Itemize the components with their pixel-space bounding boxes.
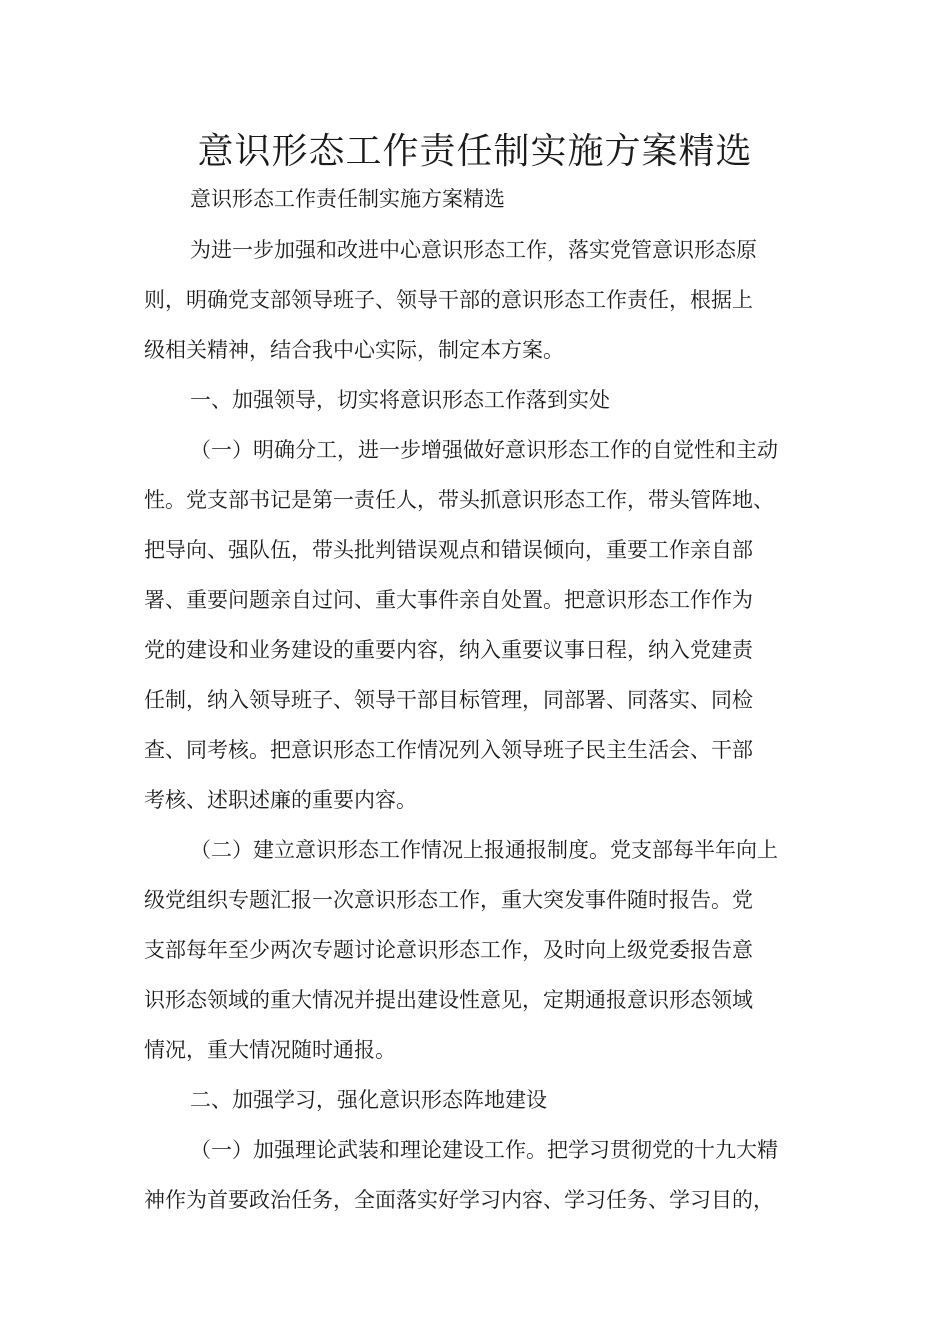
paragraph-line: 识形态领域的重大情况并提出建设性意见，定期通报意识形态领域 [144, 988, 753, 1012]
paragraph-line: 把导向、强队伍，带头批判错误观点和错误倾向，重要工作亲自部 [144, 538, 753, 562]
paragraph-line: （一）加强理论武装和理论建设工作。把学习贯彻党的十九大精 [190, 1138, 778, 1162]
paragraph-line: 则，明确党支部领导班子、领导干部的意识形态工作责任，根据上 [144, 288, 753, 312]
document-title: 意识形态工作责任制实施方案精选 [197, 131, 753, 172]
section-heading: 一、加强领导，切实将意识形态工作落到实处 [190, 388, 610, 412]
paragraph-line: 级党组织专题汇报一次意识形态工作，重大突发事件随时报告。党 [144, 888, 753, 912]
subtitle-line: 意识形态工作责任制实施方案精选 [190, 187, 505, 211]
paragraph-line: 考核、述职述廉的重要内容。 [144, 788, 417, 812]
paragraph-line: 神作为首要政治任务，全面落实好学习内容、学习任务、学习目的， [144, 1188, 774, 1212]
paragraph-line: （一）明确分工，进一步增强做好意识形态工作的自觉性和主动 [190, 438, 778, 462]
paragraph-line: （二）建立意识形态工作情况上报通报制度。党支部每半年向上 [190, 838, 778, 862]
paragraph-line: 情况，重大情况随时通报。 [144, 1038, 396, 1062]
section-heading: 二、加强学习，强化意识形态阵地建设 [190, 1088, 547, 1112]
paragraph-line: 署、重要问题亲自过问、重大事件亲自处置。把意识形态工作作为 [144, 588, 753, 612]
paragraph-line: 支部每年至少两次专题讨论意识形态工作，及时向上级党委报告意 [144, 938, 753, 962]
paragraph-line: 性。党支部书记是第一责任人，带头抓意识形态工作，带头管阵地、 [144, 488, 774, 512]
paragraph-line: 为进一步加强和改进中心意识形态工作，落实党管意识形态原 [190, 238, 757, 262]
paragraph-line: 任制，纳入领导班子、领导干部目标管理，同部署、同落实、同检 [144, 688, 753, 712]
paragraph-line: 级相关精神，结合我中心实际，制定本方案。 [144, 338, 564, 362]
paragraph-line: 查、同考核。把意识形态工作情况列入领导班子民主生活会、干部 [144, 738, 753, 762]
paragraph-line: 党的建设和业务建设的重要内容，纳入重要议事日程，纳入党建责 [144, 638, 753, 662]
